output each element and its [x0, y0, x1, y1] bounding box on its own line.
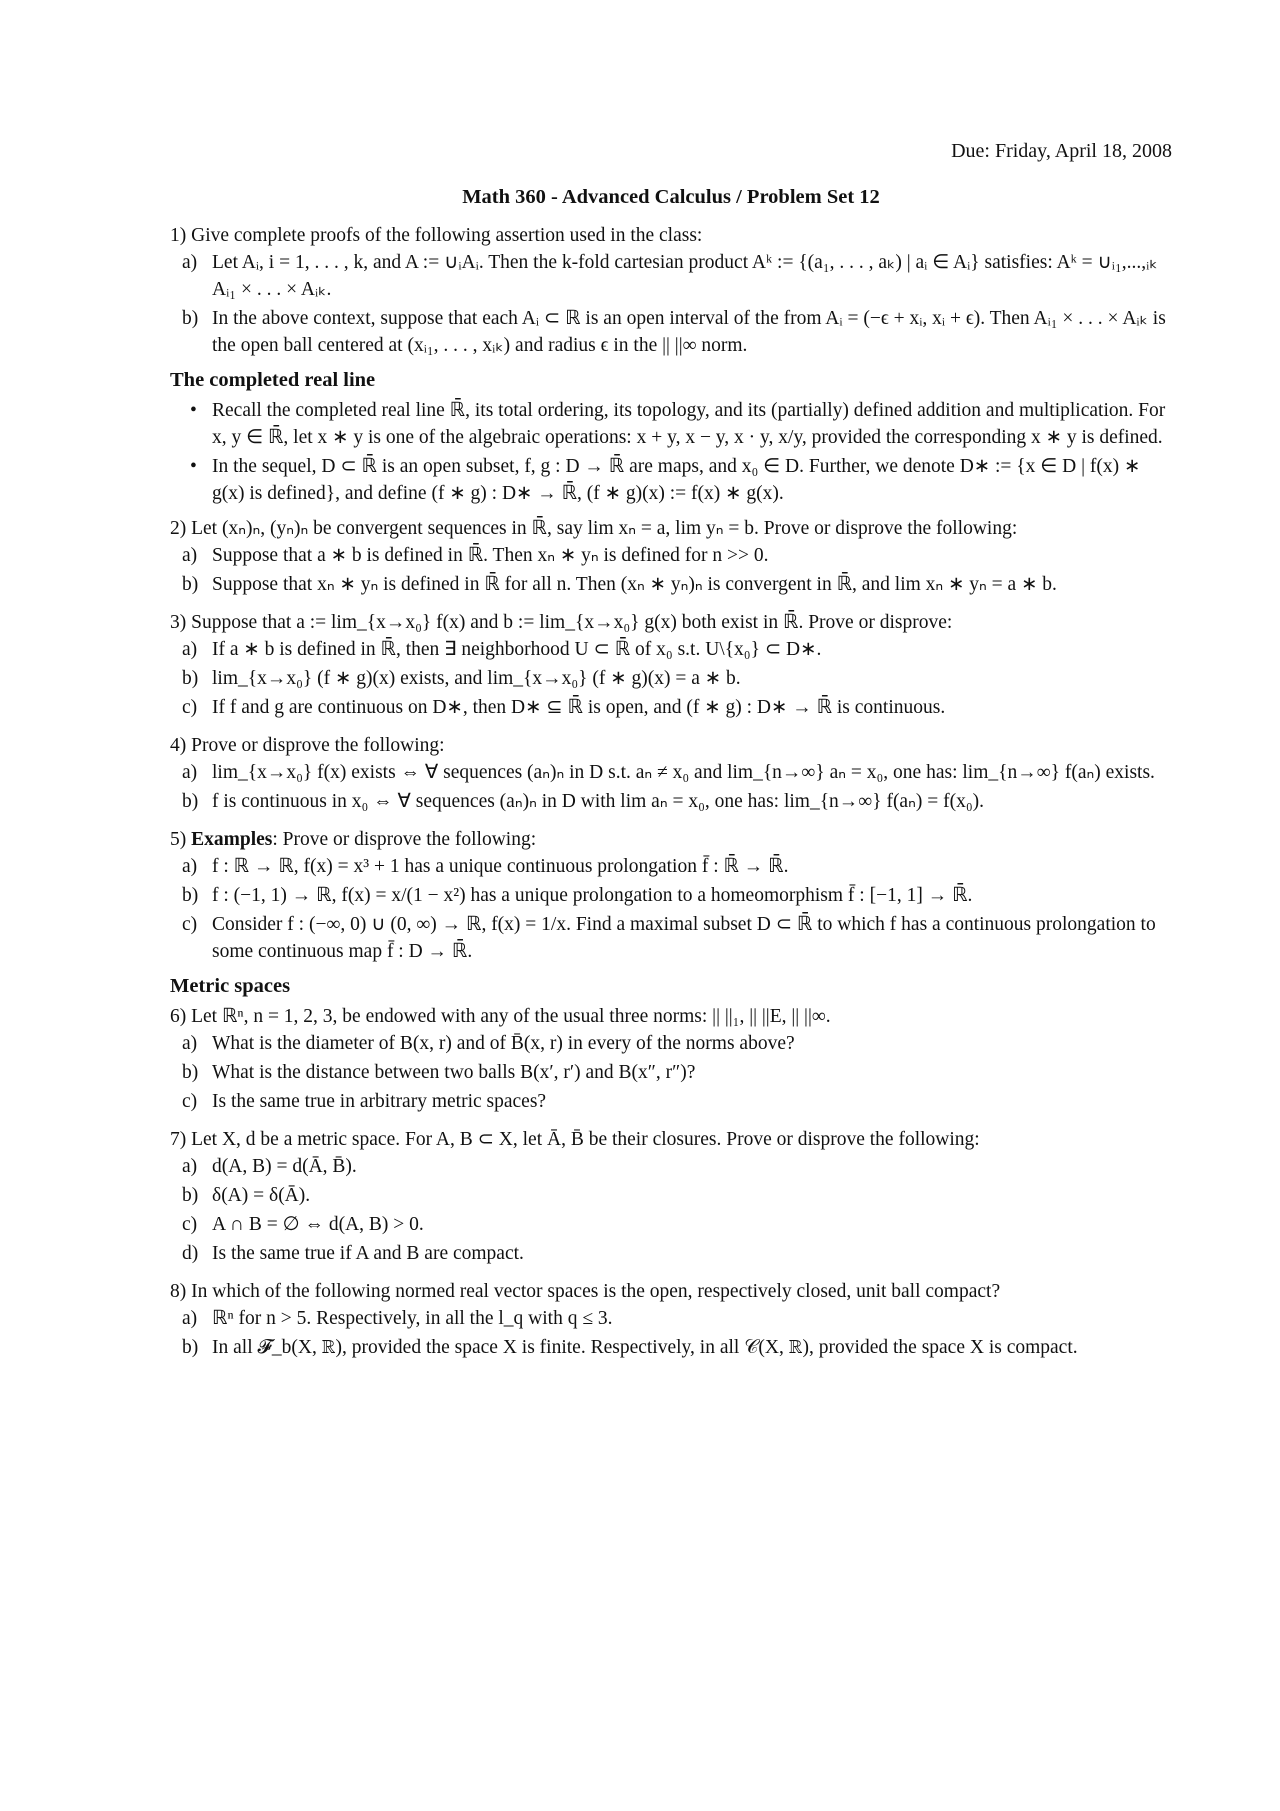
problem-5c — [170, 911, 1172, 965]
problem-2-intro: 2) Let (xₙ)ₙ, (yₙ)ₙ be convergent sequences in ℝ̄, say lim xₙ = a, lim yₙ = b. Prove or disprove the following: — [170, 518, 1018, 539]
problem-1a — [170, 249, 1172, 303]
item-text: In the above context, suppose that each Aᵢ ⊂ ℝ is an open interval of the from Aᵢ = (−ϵ + xᵢ, xᵢ + ϵ). Then Aᵢ₁ × . . . × Aᵢₖ is the open ball centered at (xᵢ₁, . . . , xᵢₖ) and radius ϵ in the || ||∞ norm. — [212, 308, 1166, 356]
section-heading-completed-real-line: The completed real line — [170, 369, 376, 391]
problem-1 — [170, 222, 1172, 359]
item-text: Is the same true if A and B are compact. — [212, 1243, 524, 1264]
problem-7a — [170, 1153, 1172, 1180]
item-label: b) — [182, 885, 199, 906]
problem-7-intro: 7) Let X, d be a metric space. For A, B ⊂ X, let Ā, B̄ be their closures. Prove or disprove the following: — [170, 1129, 980, 1150]
due-date: Due: Friday, April 18, 2008 — [951, 140, 1172, 162]
problem-4-intro: 4) Prove or disprove the following: — [170, 735, 445, 756]
problem-8b — [170, 1334, 1172, 1361]
bullet-text: In the sequel, D ⊂ ℝ̄ is an open subset, f, g : D → ℝ̄ are maps, and x₀ ∈ D. Further, we denote D∗ := {x ∈ D | f(x) ∗ g(x) is defined}, and define (f ∗ g) : D∗ → ℝ̄, (f ∗ g)(x) := f(x) ∗ g(x). — [212, 456, 1141, 504]
problem-4a — [170, 759, 1172, 786]
problem-3 — [170, 609, 1172, 721]
problem-1b — [170, 305, 1172, 359]
examples-label: Examples — [191, 829, 273, 850]
problem-8 — [170, 1278, 1172, 1361]
item-text: lim_{x→x₀} f(x) exists ⇔ ∀ sequences (aₙ)ₙ in D s.t. aₙ ≠ x₀ and lim_{n→∞} aₙ = x₀, one has: lim_{n→∞} f(aₙ) exists. — [212, 762, 1155, 783]
item-text: Suppose that a ∗ b is defined in ℝ̄. Then xₙ ∗ yₙ is defined for n >> 0. — [212, 545, 769, 566]
item-text: Consider f : (−∞, 0) ∪ (0, ∞) → ℝ, f(x) = 1/x. Find a maximal subset D ⊂ ℝ̄ to which f has a continuous prolongation to some continuous map f̄ : D → ℝ̄. — [212, 914, 1156, 962]
item-label: a) — [182, 252, 198, 273]
item-text: What is the distance between two balls B(x′, r′) and B(x″, r″)? — [212, 1062, 696, 1083]
item-text: A ∩ B = ∅ ⇔ d(A, B) > 0. — [212, 1214, 424, 1235]
bullet-item — [170, 397, 1172, 451]
item-label: a) — [182, 545, 198, 566]
item-text: If a ∗ b is defined in ℝ̄, then ∃ neighborhood U ⊂ ℝ̄ of x₀ s.t. U\{x₀} ⊂ D∗. — [212, 639, 822, 660]
item-text: f : ℝ → ℝ, f(x) = x³ + 1 has a unique continuous prolongation f̄ : ℝ̄ → ℝ̄. — [212, 856, 789, 877]
item-label: b) — [182, 308, 199, 329]
problem-5a — [170, 853, 1172, 880]
problem-6-intro: 6) Let ℝⁿ, n = 1, 2, 3, be endowed with any of the usual three norms: || ||₁, || ||E, || ||∞. — [170, 1006, 831, 1027]
item-text: f is continuous in x₀ ⇔ ∀ sequences (aₙ)ₙ in D with lim aₙ = x₀, one has: lim_{n→∞} f(aₙ) = f(x₀). — [212, 791, 985, 812]
problem-3c — [170, 694, 1172, 721]
item-text: If f and g are continuous on D∗, then D∗ ⊆ ℝ̄ is open, and (f ∗ g) : D∗ → ℝ̄ is continuous. — [212, 697, 946, 718]
problem-1-intro: 1) Give complete proofs of the following assertion used in the class: — [170, 225, 703, 246]
item-text: Is the same true in arbitrary metric spaces? — [212, 1091, 547, 1112]
item-label: c) — [182, 1091, 198, 1112]
item-label: b) — [182, 1185, 199, 1206]
item-label: c) — [182, 914, 198, 935]
problem-7c — [170, 1211, 1172, 1238]
item-label: c) — [182, 1214, 198, 1235]
problem-7b — [170, 1182, 1172, 1209]
problem-2b — [170, 571, 1172, 598]
item-label: a) — [182, 856, 198, 877]
item-label: d) — [182, 1243, 199, 1264]
bullet-item — [170, 453, 1172, 507]
section-heading-metric-spaces: Metric spaces — [170, 975, 291, 997]
item-text: In all 𝓕_b(X, ℝ), provided the space X is finite. Respectively, in all 𝒞(X, ℝ), provided the space X is compact. — [212, 1337, 1078, 1358]
bullet-icon: • — [190, 400, 197, 421]
problem-5 — [170, 826, 1172, 965]
bullet-text: Recall the completed real line ℝ̄, its total ordering, its topology, and its (partially) defined addition and multiplication. For x, y ∈ ℝ̄, let x ∗ y is one of the algebraic operations: x + y, x − y, x · y, x/y, provided the corresponding x ∗ y is defined. — [212, 400, 1166, 448]
document-body — [170, 222, 1172, 1366]
problem-5b — [170, 882, 1172, 909]
problem-4 — [170, 732, 1172, 815]
item-label: b) — [182, 791, 199, 812]
problem-4b — [170, 788, 1172, 815]
item-label: a) — [182, 1033, 198, 1054]
item-text: d(A, B) = d(Ā, B̄). — [212, 1156, 357, 1177]
item-label: a) — [182, 762, 198, 783]
item-text: lim_{x→x₀} (f ∗ g)(x) exists, and lim_{x→x₀} (f ∗ g)(x) = a ∗ b. — [212, 668, 741, 689]
page-title: Math 360 - Advanced Calculus / Problem Set 12 — [462, 186, 880, 208]
problem-6 — [170, 1003, 1172, 1115]
item-label: b) — [182, 668, 199, 689]
problem-8a — [170, 1305, 1172, 1332]
item-label: b) — [182, 1337, 199, 1358]
item-label: c) — [182, 697, 198, 718]
item-text: ℝⁿ for n > 5. Respectively, in all the l_q with q ≤ 3. — [212, 1308, 613, 1329]
item-text: What is the diameter of B(x, r) and of B̄(x, r) in every of the norms above? — [212, 1033, 795, 1054]
problem-6a — [170, 1030, 1172, 1057]
problem-5-intro-text: : Prove or disprove the following: — [272, 829, 537, 850]
item-label: b) — [182, 574, 199, 595]
problem-7 — [170, 1126, 1172, 1267]
problem-3-intro: 3) Suppose that a := lim_{x→x₀} f(x) and b := lim_{x→x₀} g(x) both exist in ℝ̄. Prove or disprove: — [170, 612, 953, 633]
problem-number: 5) — [170, 829, 187, 850]
problem-6c — [170, 1088, 1172, 1115]
item-label: a) — [182, 1308, 198, 1329]
item-label: a) — [182, 1156, 198, 1177]
problem-3b — [170, 665, 1172, 692]
problem-8-intro: 8) In which of the following normed real vector spaces is the open, respectively closed, unit ball compact? — [170, 1281, 1001, 1302]
problem-6b — [170, 1059, 1172, 1086]
item-label: a) — [182, 639, 198, 660]
problem-3a — [170, 636, 1172, 663]
problem-5-intro — [170, 826, 1172, 853]
item-text: Let Aᵢ, i = 1, . . . , k, and A := ∪ᵢAᵢ. Then the k-fold cartesian product Aᵏ := {(a₁, . . . , aₖ) | aᵢ ∈ Aᵢ} satisfies: Aᵏ = ∪ᵢ₁,...,ᵢₖ Aᵢ₁ × . . . × Aᵢₖ. — [212, 252, 1158, 300]
item-text: δ(A) = δ(Ā). — [212, 1185, 311, 1206]
problem-2a — [170, 542, 1172, 569]
problem-7d — [170, 1240, 1172, 1267]
item-label: b) — [182, 1062, 199, 1083]
bullet-icon: • — [190, 456, 197, 477]
item-text: Suppose that xₙ ∗ yₙ is defined in ℝ̄ for all n. Then (xₙ ∗ yₙ)ₙ is convergent in ℝ̄, and lim xₙ ∗ yₙ = a ∗ b. — [212, 574, 1057, 595]
problem-2 — [170, 515, 1172, 598]
item-text: f : (−1, 1) → ℝ, f(x) = x/(1 − x²) has a unique prolongation to a homeomorphism f̄ : [−1, 1] → ℝ̄. — [212, 885, 973, 906]
